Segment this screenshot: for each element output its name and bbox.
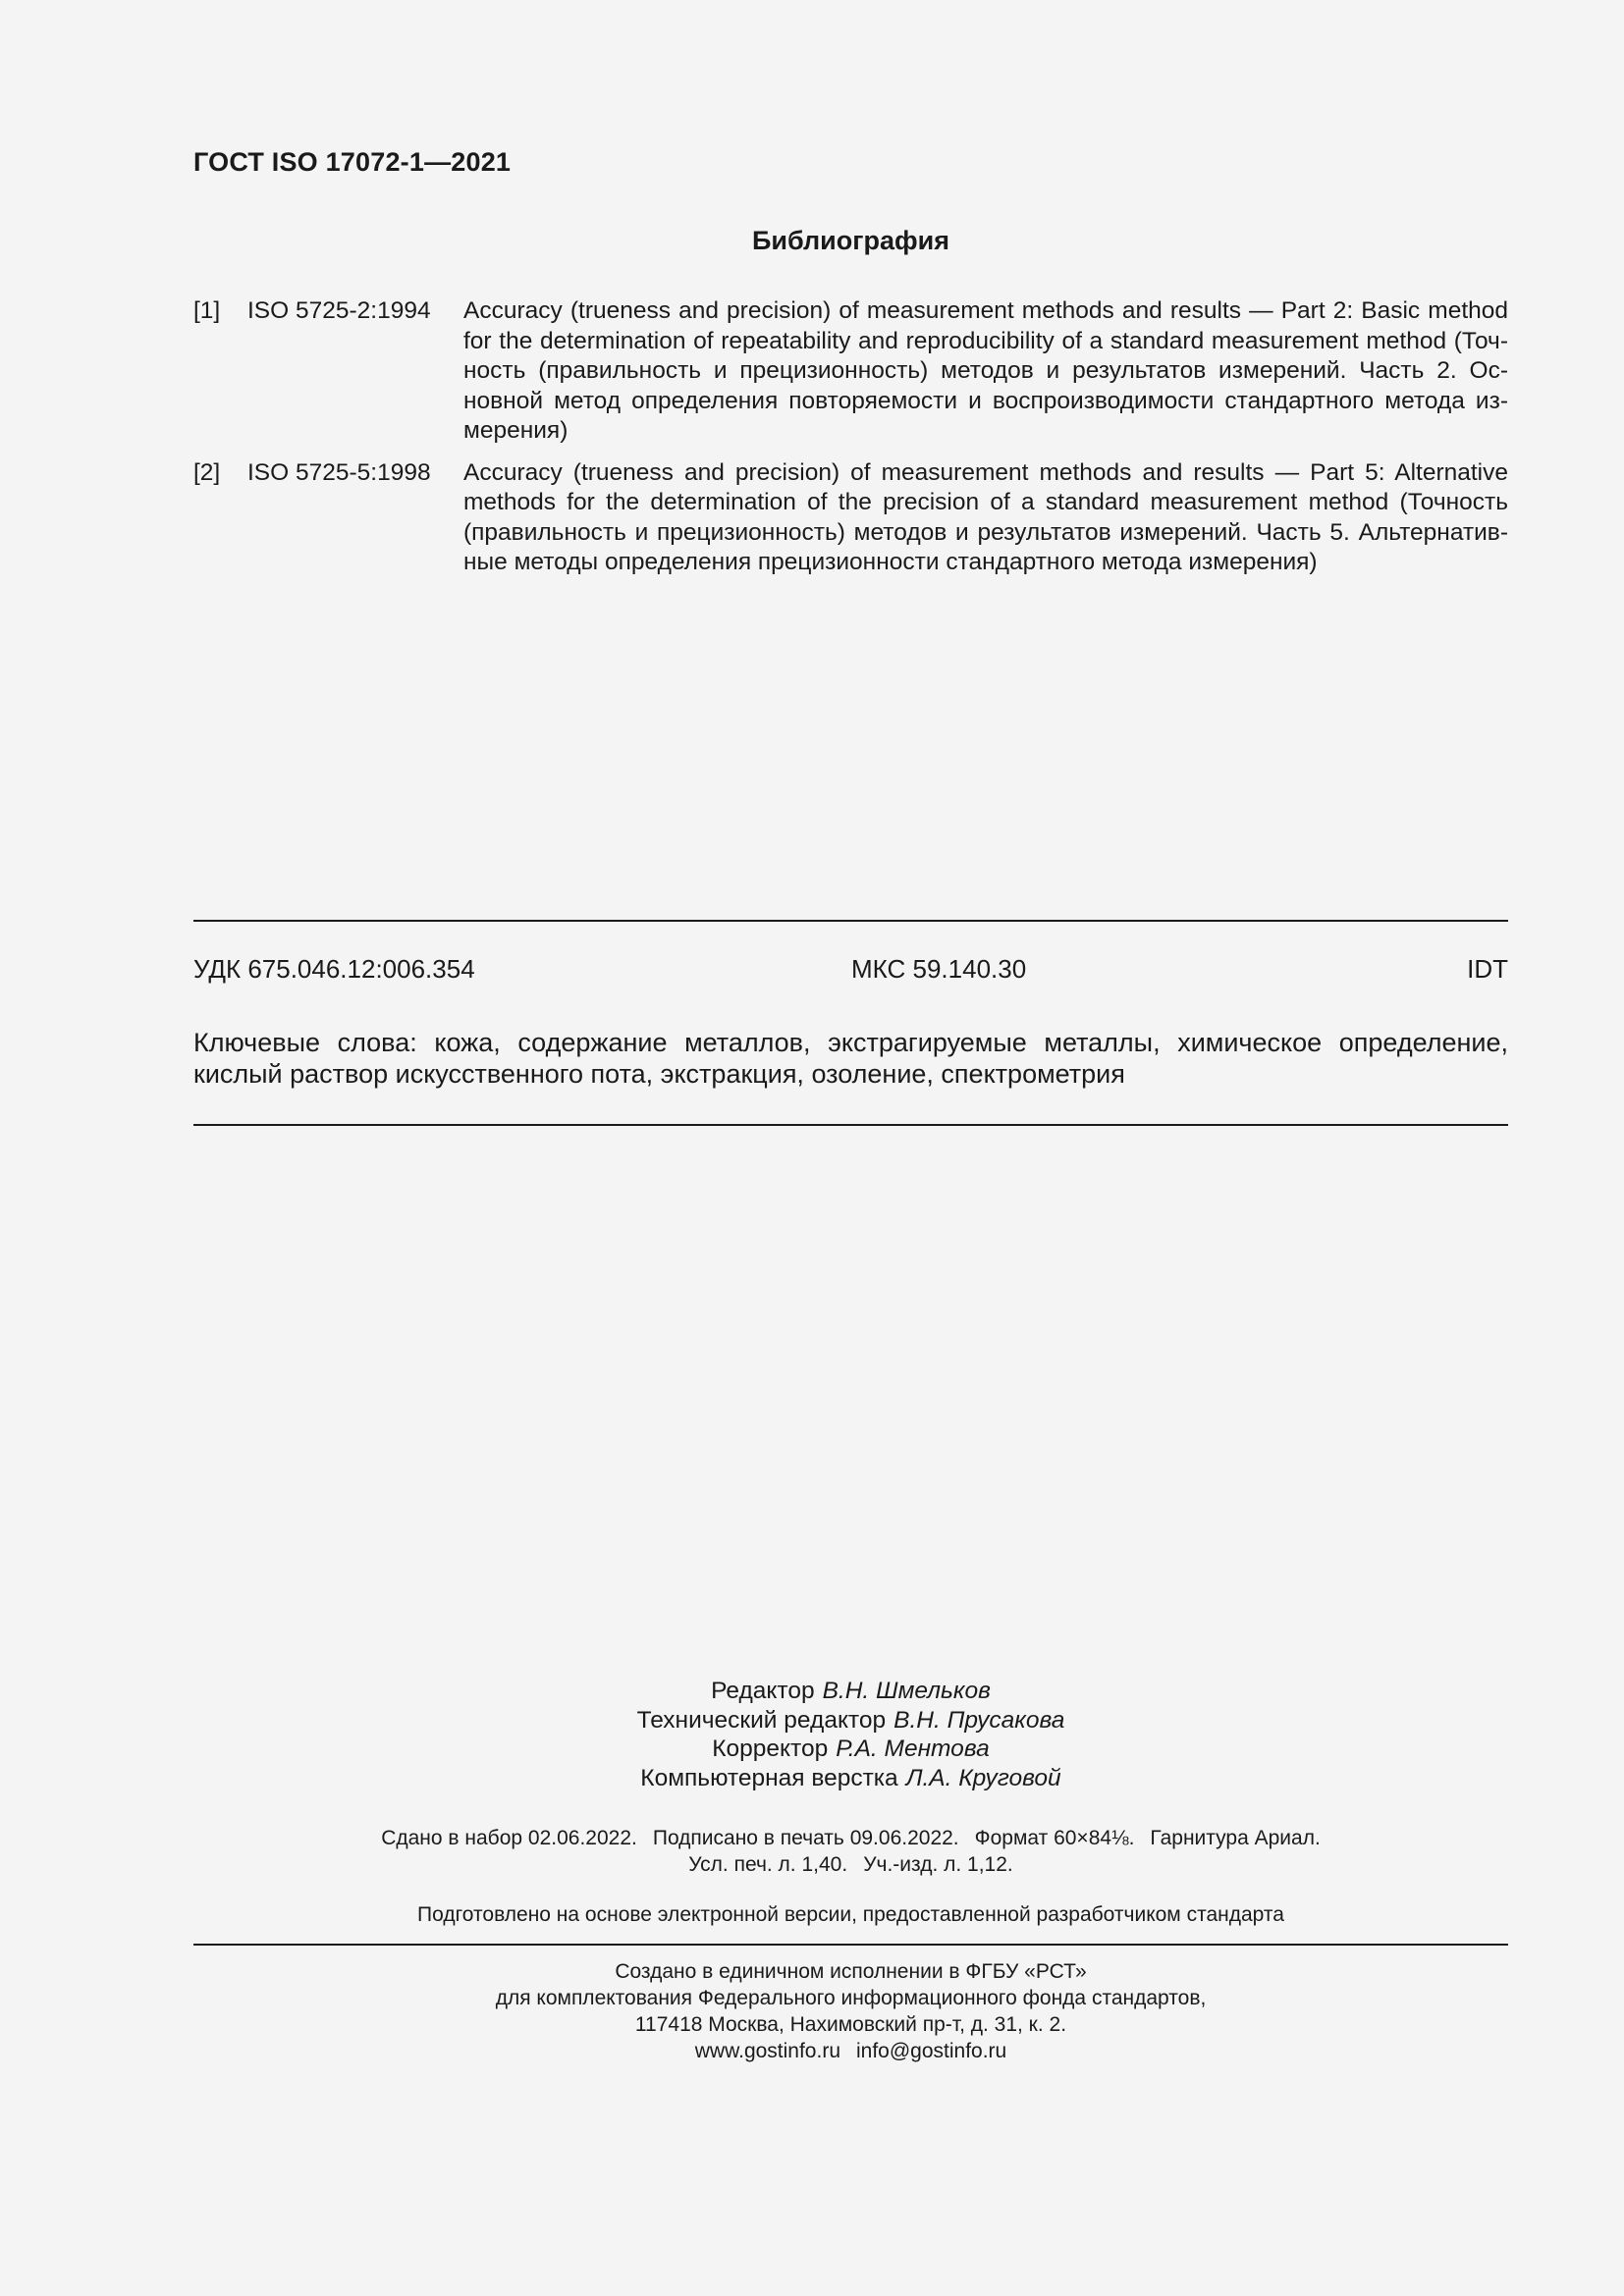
credit-role: Корректор <box>712 1735 829 1762</box>
credit-role: Компьютерная верстка <box>640 1764 898 1791</box>
prepared-note: Подготовлено на основе электронной версии, предоставленной разработчиком стандарта <box>417 1903 1284 1926</box>
credit-line <box>193 1764 1508 1793</box>
print-info-line-1 <box>193 1825 1508 1851</box>
contacts-line <box>193 2038 1508 2064</box>
document-page <box>193 0 1508 2296</box>
divider-bottom <box>193 1944 1508 1946</box>
divider-top <box>193 920 1508 922</box>
entry-number: [1] <box>193 297 221 324</box>
created-line-3: 117418 Москва, Нахимовский пр-т, д. 31, к. 2. <box>634 2013 1067 2036</box>
credits-block <box>193 1677 1508 1792</box>
credit-line <box>193 1706 1508 1735</box>
credit-role: Технический редактор <box>636 1706 887 1734</box>
classification-row <box>193 954 1508 985</box>
typeface: Гарнитура Ариал. <box>1150 1827 1321 1849</box>
divider-keywords <box>193 1124 1508 1126</box>
website-link[interactable]: www.gostinfo.ru <box>694 2040 840 2062</box>
entry-text: Accuracy (trueness and precision) of measurement methods and results — Part 5: Alternative methods for the determination of the precision of a standard measurement method (Точность (правильность и прецизионность) методов и результатов измерений. Часть 5. Альтернативные методы определения прецизионности стандартного метода измерения) <box>463 458 1508 575</box>
credit-name: В.Н. Прусакова <box>893 1706 1065 1734</box>
created-line-1: Создано в единичном исполнении в ФГБУ «РСТ» <box>615 1960 1087 1983</box>
entry-code: ISO 5725-5:1998 <box>247 458 431 486</box>
bibliography-entry <box>193 458 1508 578</box>
credit-role: Редактор <box>711 1678 815 1704</box>
print-sheets: Усл. печ. л. 1,40. <box>688 1853 848 1876</box>
bibliography-list <box>193 296 1508 590</box>
entry-text: Accuracy (trueness and precision) of measurement methods and results — Part 2: Basic method for the determination of repeatability and reproducibility of a standard measurement method (Точность (правильность и прецизионность) методов и результатов измерений. Часть 2. Основной метод определения повторяемости и воспроизводимости стандартного метода измерения) <box>463 297 1508 444</box>
submitted-date: Сдано в набор 02.06.2022. <box>381 1827 637 1849</box>
bibliography-title: Библиография <box>752 226 949 255</box>
standard-header: ГОСТ ISO 17072-1—2021 <box>193 147 512 177</box>
pub-sheets: Уч.-изд. л. 1,12. <box>863 1853 1013 1876</box>
credit-line <box>193 1677 1508 1706</box>
mks-code: МКС 59.140.30 <box>851 954 1027 984</box>
print-info <box>193 1825 1508 1878</box>
signed-date: Подписано в печать 09.06.2022. <box>652 1827 959 1849</box>
entry-number: [2] <box>193 458 221 486</box>
paper-format: Формат 60×84⅛. <box>974 1827 1135 1849</box>
credit-line <box>193 1735 1508 1764</box>
email-link[interactable]: info@gostinfo.ru <box>856 2040 1007 2062</box>
udk-code: УДК 675.046.12:006.354 <box>193 954 475 984</box>
keywords: Ключевые слова: кожа, содержание металлов, экстрагируемые металлы, химическое определение, кислый раствор искусственного пота, экстракция, озоление, спектрометрия <box>193 1028 1508 1089</box>
idt-label: IDT <box>1467 954 1508 984</box>
credit-name: Р.А. Ментова <box>836 1735 990 1762</box>
credit-name: Л.А. Круговой <box>905 1764 1061 1791</box>
bibliography-entry <box>193 296 1508 447</box>
credit-name: В.Н. Шмельков <box>822 1678 991 1704</box>
entry-code: ISO 5725-2:1994 <box>247 297 431 324</box>
created-line-2: для комплектования Федерального информационного фонда стандартов, <box>495 1987 1207 2009</box>
created-block <box>193 1958 1508 2064</box>
print-info-line-2 <box>193 1851 1508 1878</box>
